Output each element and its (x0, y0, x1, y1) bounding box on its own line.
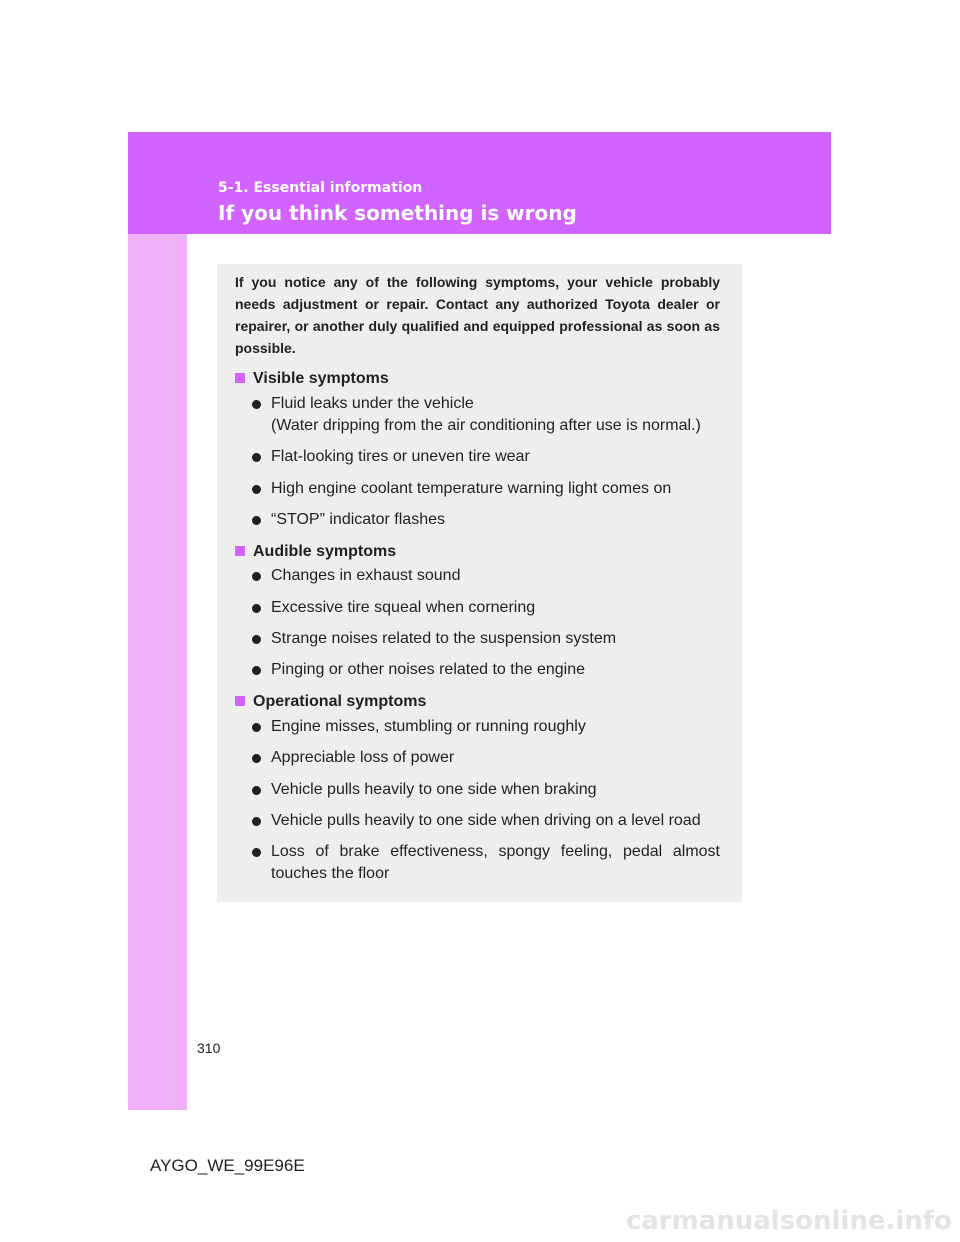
list-item-text: Engine misses, stumbling or running roughly (271, 718, 586, 735)
list-item (252, 659, 720, 681)
side-band (128, 132, 187, 1110)
list-item-note: (Water dripping from the air conditioning after use is normal.) (271, 417, 701, 434)
square-bullet-icon (235, 546, 245, 556)
category-audible-symptoms (235, 541, 396, 563)
list-item-text: Strange noises related to the suspension system (271, 630, 617, 647)
list-item-text: Excessive tire squeal when cornering (271, 599, 536, 616)
list-item-text: Appreciable loss of power (271, 749, 455, 766)
square-bullet-icon (235, 696, 245, 706)
list-item (252, 597, 720, 619)
list-item (252, 628, 720, 650)
page-number: 310 (197, 1040, 221, 1056)
round-bullet-icon (252, 485, 261, 494)
round-bullet-icon (252, 723, 261, 732)
round-bullet-icon (252, 817, 261, 826)
list-item (252, 716, 720, 738)
category-title: Audible symptoms (253, 543, 397, 560)
list-item-text: Changes in exhaust sound (271, 567, 461, 584)
list-item-text: Vehicle pulls heavily to one side when braking (271, 781, 597, 798)
round-bullet-icon (252, 666, 261, 675)
list-item-text: Fluid leaks under the vehicle (271, 395, 474, 412)
intro-paragraph: If you notice any of the following symptoms, your vehicle probably needs adjustment or repair. Contact any authorized Toyota dealer or repairer, or another duly qualified and equipped professional as soon as possible. (235, 274, 720, 356)
list-item (252, 478, 720, 500)
list-item-text: Vehicle pulls heavily to one side when driving on a level road (271, 812, 701, 829)
round-bullet-icon (252, 635, 261, 644)
watermark: carmanualsonline.info (625, 1206, 952, 1236)
section-label: 5-1. Essential information (218, 180, 423, 196)
category-title: Operational symptoms (253, 693, 427, 710)
square-bullet-icon (235, 373, 245, 383)
list-item-text: “STOP” indicator flashes (271, 511, 445, 528)
round-bullet-icon (252, 604, 261, 613)
list-item-text: High engine coolant temperature warning light comes on (271, 480, 672, 497)
page-title: If you think something is wrong (218, 201, 577, 225)
category-title: Visible symptoms (253, 370, 389, 387)
list-item (252, 841, 720, 885)
list-item-text: Loss of brake effectiveness, spongy feeling, pedal almost touches the floor (271, 843, 720, 882)
list-item (252, 779, 720, 801)
list-item (252, 509, 720, 531)
list-item-text: Flat-looking tires or uneven tire wear (271, 448, 530, 465)
round-bullet-icon (252, 848, 261, 857)
document-code: AYGO_WE_99E96E (150, 1156, 305, 1175)
list-item-text: Pinging or other noises related to the engine (271, 661, 585, 678)
category-visible-symptoms (235, 368, 389, 390)
round-bullet-icon (252, 572, 261, 581)
list-item (252, 393, 720, 437)
list-item (252, 810, 720, 832)
list-item (252, 565, 720, 587)
round-bullet-icon (252, 516, 261, 525)
round-bullet-icon (252, 786, 261, 795)
category-operational-symptoms (235, 691, 426, 713)
round-bullet-icon (252, 400, 261, 409)
list-item (252, 747, 720, 769)
round-bullet-icon (252, 453, 261, 462)
list-item (252, 446, 720, 468)
round-bullet-icon (252, 754, 261, 763)
